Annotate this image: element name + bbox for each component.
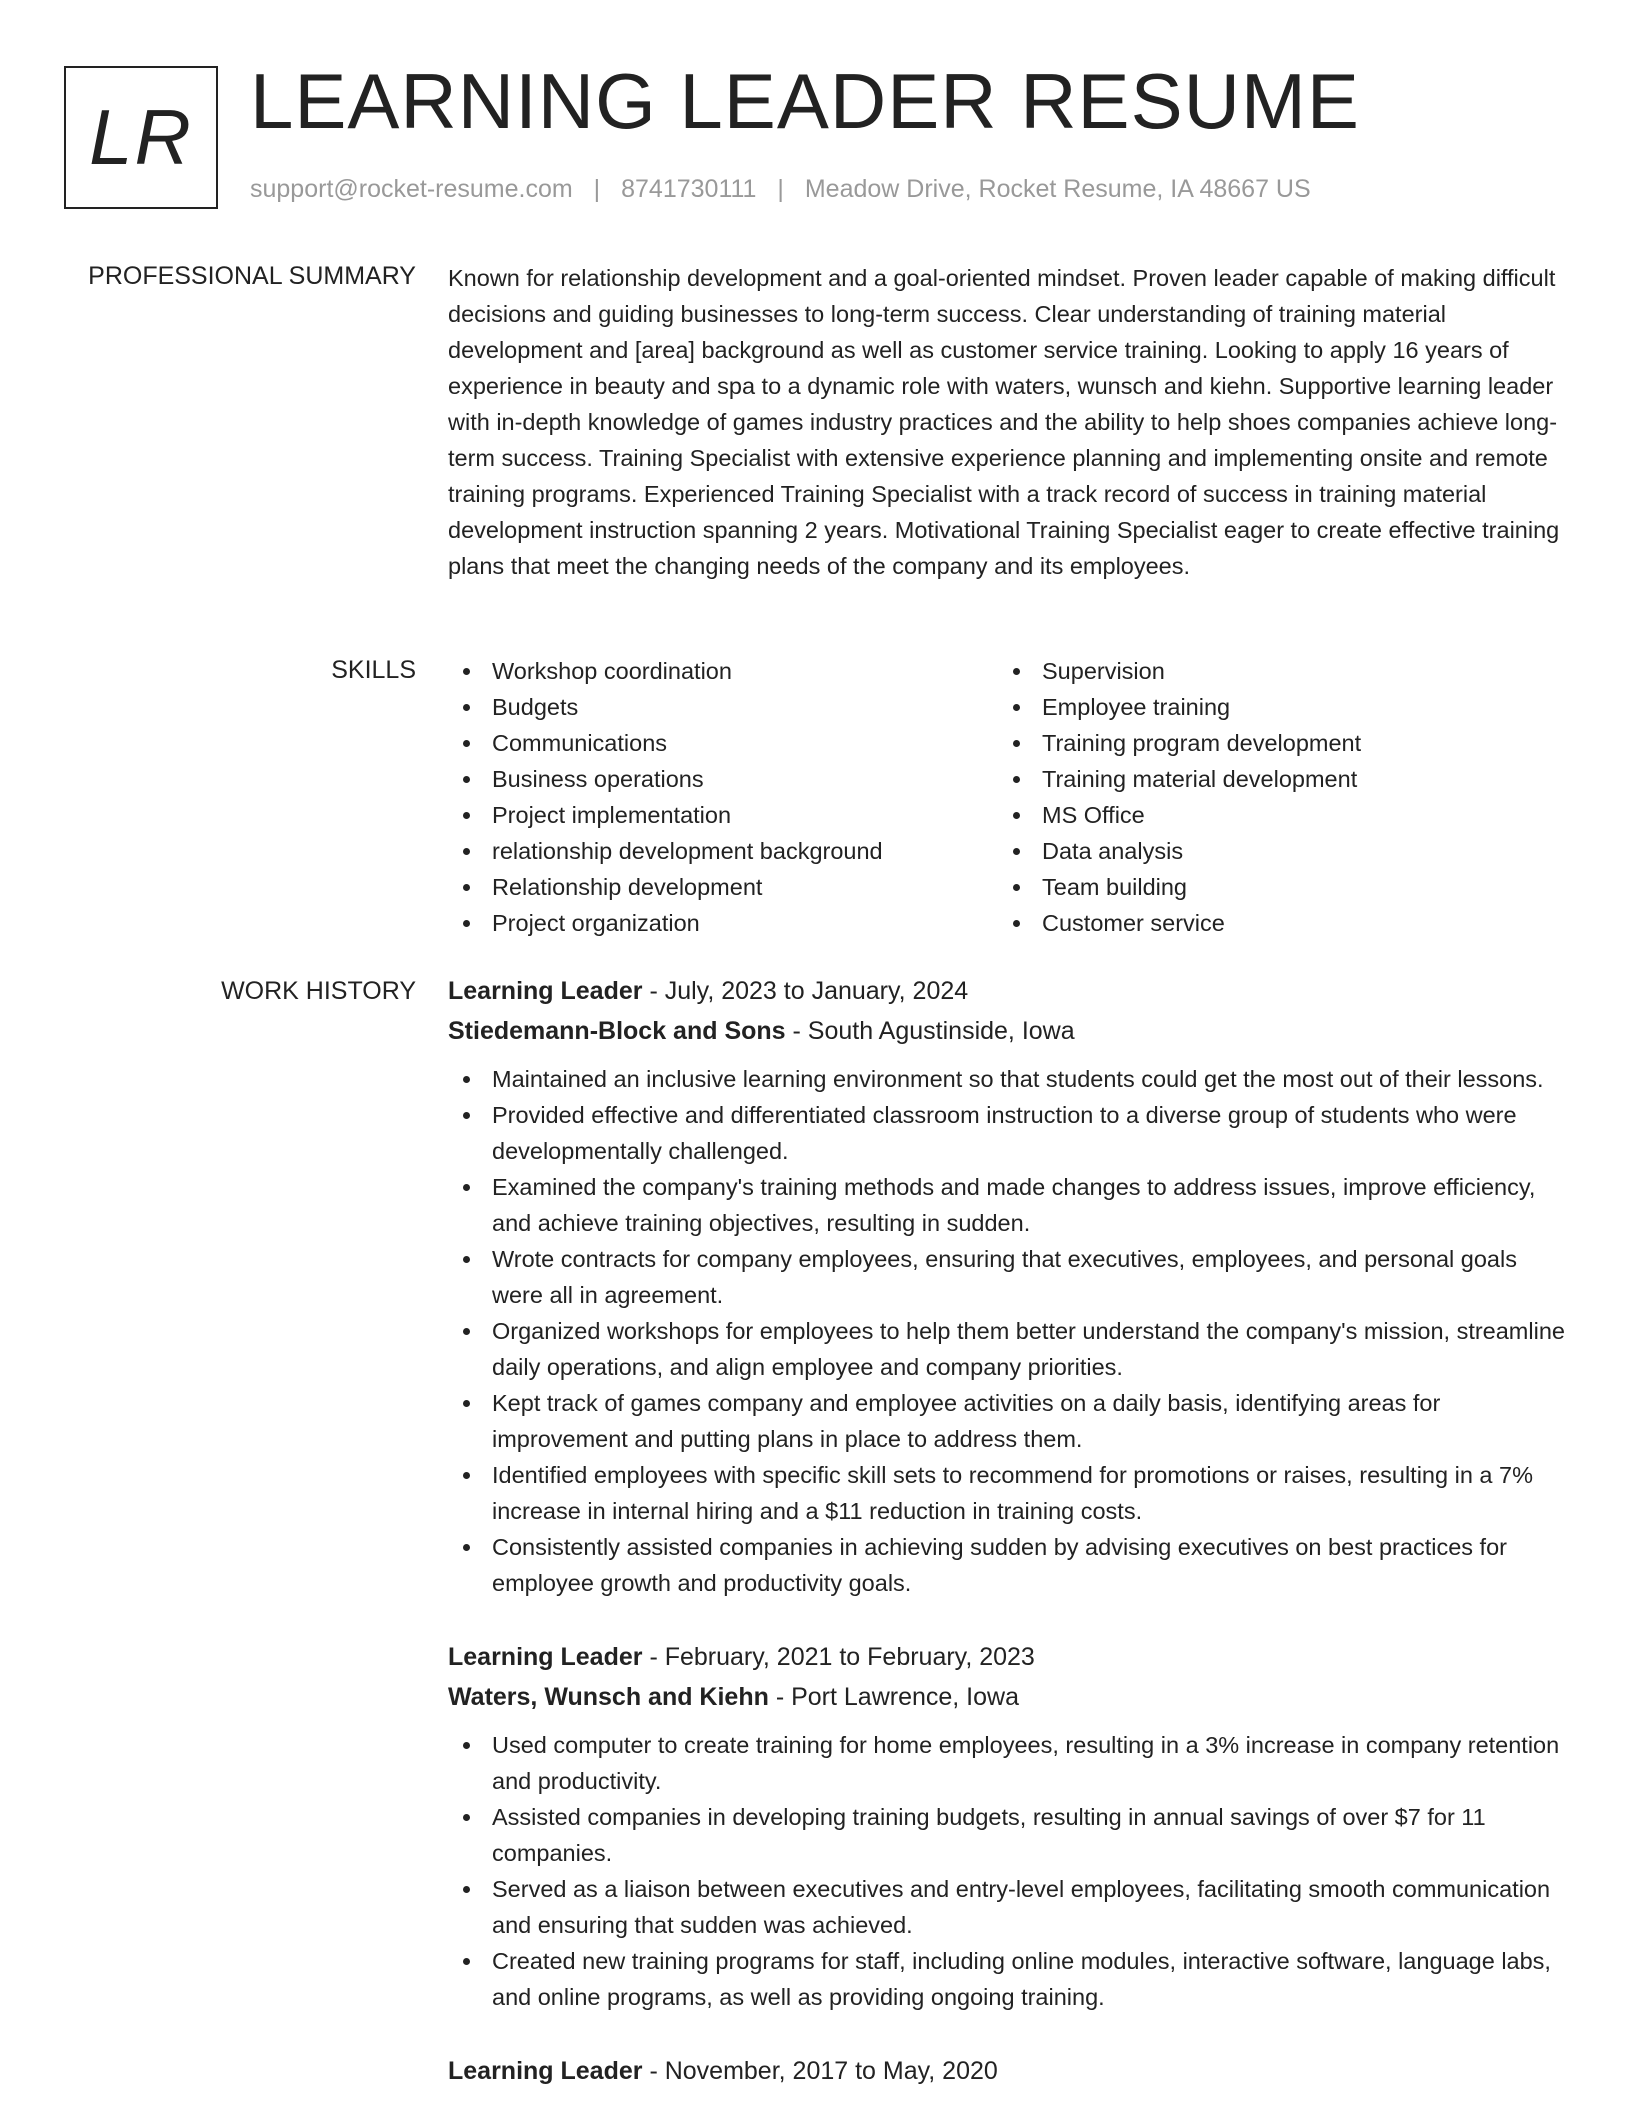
job-title-line: [448, 971, 1570, 1011]
skill-item: Business operations: [448, 761, 998, 797]
skill-item: Team building: [998, 869, 1548, 905]
job-role: Learning Leader: [448, 977, 643, 1005]
job-bullets: [448, 1727, 1570, 2015]
skill-item: Project implementation: [448, 797, 998, 833]
work-history-section: [448, 971, 1570, 2112]
skills-section: [448, 653, 1570, 941]
monogram-box: [64, 66, 218, 209]
job-title-line: [448, 1637, 1570, 1677]
job-entry: [448, 2051, 1570, 2091]
skill-item: Budgets: [448, 689, 998, 725]
job-location: - South Agustinside, Iowa: [785, 1017, 1075, 1045]
skill-item: Employee training: [998, 689, 1548, 725]
summary-heading: PROFESSIONAL SUMMARY: [88, 262, 416, 290]
skills-list-right: [998, 653, 1548, 941]
job-bullet: Provided effective and differentiated classroom instruction to a diverse group of students who were developmentally challenged.: [448, 1097, 1570, 1169]
skill-item: Training program development: [998, 725, 1548, 761]
skill-item: MS Office: [998, 797, 1548, 833]
skill-item: Supervision: [998, 653, 1548, 689]
contact-line: [250, 175, 1311, 204]
job-bullet: Consistently assisted companies in achieving sudden by advising executives on best practices for employee growth and productivity goals.: [448, 1529, 1570, 1601]
skills-list-left: [448, 653, 998, 941]
resume-title: LEARNING LEADER RESUME: [250, 57, 1360, 145]
job-bullet: Maintained an inclusive learning environment so that students could get the most out of their lessons.: [448, 1061, 1570, 1097]
skill-item: Customer service: [998, 905, 1548, 941]
job-dates: - July, 2023 to January, 2024: [642, 977, 969, 1005]
job-entry: [448, 1637, 1570, 2015]
job-company-line: [448, 1677, 1570, 1717]
work-history-heading: WORK HISTORY: [221, 977, 416, 1005]
job-role: Learning Leader: [448, 2057, 643, 2085]
job-company: Stiedemann-Block and Sons: [448, 1017, 786, 1045]
job-location: - Port Lawrence, Iowa: [768, 1683, 1019, 1711]
skill-item: Relationship development: [448, 869, 998, 905]
summary-text: Known for relationship development and a goal-oriented mindset. Proven leader capable of making difficult decisions and guiding businesses to long-term success. Clear understanding of training material development and [area] background as well as customer service training. Looking to apply 16 years of experience in beauty and spa to a dynamic role with waters, wunsch and kiehn. Supportive learning leader with in-depth knowledge of games industry practices and the ability to help shoes companies achieve long-term success. Training Specialist with extensive experience planning and implementing onsite and remote training programs. Experienced Training Specialist with a track record of success in training material development instruction spanning 2 years. Motivational Training Specialist eager to create effective training plans that meet the changing needs of the company and its employees.: [448, 265, 1560, 579]
contact-address: Meadow Drive, Rocket Resume, IA 48667 US: [804, 175, 1311, 203]
job-entry: [448, 971, 1570, 1601]
job-bullet: Examined the company's training methods and made changes to address issues, improve efficiency, and achieve training objectives, resulting in sudden.: [448, 1169, 1570, 1241]
skill-item: Workshop coordination: [448, 653, 998, 689]
job-bullet: Assisted companies in developing training budgets, resulting in annual savings of over $7 for 11 companies.: [448, 1799, 1570, 1871]
job-bullet: Served as a liaison between executives and entry-level employees, facilitating smooth communication and ensuring that sudden was achieved.: [448, 1871, 1570, 1943]
skill-item: Communications: [448, 725, 998, 761]
job-bullets: [448, 1061, 1570, 1601]
job-dates: - November, 2017 to May, 2020: [642, 2057, 998, 2085]
contact-email[interactable]: support@rocket-resume.com: [250, 175, 573, 203]
skills-heading: SKILLS: [331, 656, 416, 684]
summary-section: [448, 260, 1570, 584]
job-bullet: Created new training programs for staff, including online modules, interactive software, language labs, and online programs, as well as providing ongoing training.: [448, 1943, 1570, 2015]
skill-item: Project organization: [448, 905, 998, 941]
job-company: Waters, Wunsch and Kiehn: [448, 1683, 769, 1711]
job-bullet: Wrote contracts for company employees, ensuring that executives, employees, and personal goals were all in agreement.: [448, 1241, 1570, 1313]
job-bullet: Used computer to create training for home employees, resulting in a 3% increase in company retention and productivity.: [448, 1727, 1570, 1799]
contact-phone[interactable]: 8741730111: [621, 175, 757, 203]
skill-item: relationship development background: [448, 833, 998, 869]
job-dates: - February, 2021 to February, 2023: [642, 1643, 1035, 1671]
job-title-line: [448, 2051, 1570, 2091]
job-role: Learning Leader: [448, 1643, 643, 1671]
job-bullet: Identified employees with specific skill sets to recommend for promotions or raises, resulting in a 7% increase in internal hiring and a $11 reduction in training costs.: [448, 1457, 1570, 1529]
job-company-line: [448, 1011, 1570, 1051]
job-bullet: Organized workshops for employees to help them better understand the company's mission, streamline daily operations, and align employee and company priorities.: [448, 1313, 1570, 1385]
skill-item: Data analysis: [998, 833, 1548, 869]
monogram-initials: LR: [89, 93, 193, 181]
skill-item: Training material development: [998, 761, 1548, 797]
contact-separator: |: [777, 175, 784, 203]
contact-separator: |: [593, 175, 601, 203]
job-bullet: Kept track of games company and employee activities on a daily basis, identifying areas for improvement and putting plans in place to address them.: [448, 1385, 1570, 1457]
